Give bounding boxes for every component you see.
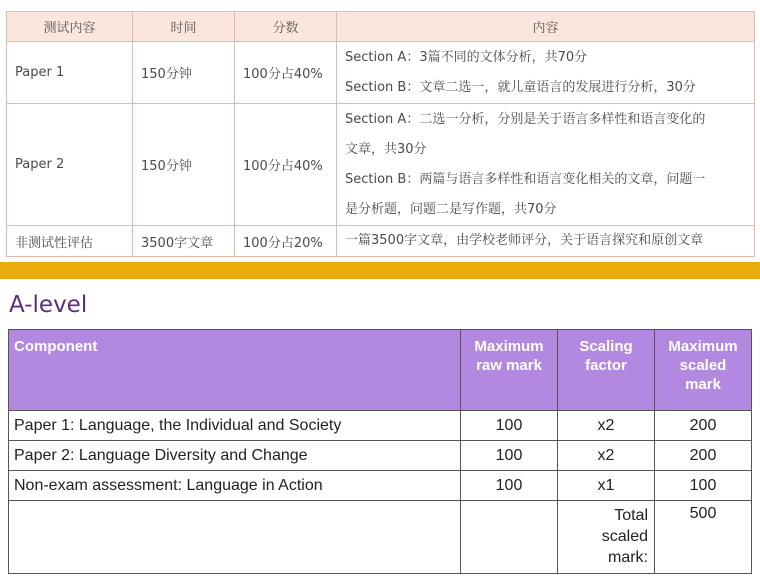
row-name: Paper 1 bbox=[7, 42, 133, 104]
table-header-row bbox=[9, 330, 752, 411]
total-label-line: mark: bbox=[608, 549, 648, 566]
header-line: Maximum bbox=[474, 338, 544, 355]
table-row bbox=[7, 104, 755, 226]
total-row bbox=[9, 501, 752, 574]
header-time: 时间 bbox=[133, 12, 235, 42]
section-title: A-level bbox=[9, 292, 88, 318]
table-row bbox=[7, 226, 755, 257]
table-row bbox=[9, 471, 752, 501]
total-value: 500 bbox=[655, 501, 752, 574]
header-test-content: 测试内容 bbox=[7, 12, 133, 42]
row-score: 100分占20% bbox=[235, 226, 337, 257]
header-line: Maximum bbox=[668, 338, 738, 355]
table-header-row bbox=[7, 12, 755, 42]
component-name: Non-exam assessment: Language in Action bbox=[9, 471, 461, 501]
empty-cell bbox=[9, 501, 461, 574]
row-time: 150分钟 bbox=[133, 104, 235, 226]
table-row bbox=[7, 42, 755, 104]
header-line: Scaling bbox=[579, 338, 633, 355]
header-score: 分数 bbox=[235, 12, 337, 42]
content-line: 文章，共30分 bbox=[345, 141, 427, 157]
alevel-marks-table bbox=[8, 329, 752, 574]
total-label-line: Total bbox=[614, 507, 648, 524]
row-score: 100分占40% bbox=[235, 104, 337, 226]
max-raw-mark: 100 bbox=[461, 441, 558, 471]
component-name: Paper 1: Language, the Individual and Society bbox=[9, 411, 461, 441]
row-name: 非测试性评估 bbox=[7, 226, 133, 257]
header-max-scaled-mark bbox=[655, 330, 752, 411]
row-content bbox=[337, 42, 755, 104]
header-line: mark bbox=[685, 376, 721, 393]
scaling-factor: x1 bbox=[558, 471, 655, 501]
scaling-factor: x2 bbox=[558, 441, 655, 471]
scaling-factor: x2 bbox=[558, 411, 655, 441]
max-scaled-mark: 100 bbox=[655, 471, 752, 501]
content-line: 一篇3500字文章，由学校老师评分，关于语言探究和原创文章 bbox=[345, 233, 704, 248]
header-content: 内容 bbox=[337, 12, 755, 42]
row-score: 100分占40% bbox=[235, 42, 337, 104]
total-label-line: scaled bbox=[601, 528, 648, 545]
header-scaling-factor bbox=[558, 330, 655, 411]
max-scaled-mark: 200 bbox=[655, 411, 752, 441]
header-max-raw-mark bbox=[461, 330, 558, 411]
header-line: scaled bbox=[679, 357, 727, 374]
table-row bbox=[9, 411, 752, 441]
row-name: Paper 2 bbox=[7, 104, 133, 226]
content-line: 是分析题，问题二是写作题，共70分 bbox=[345, 201, 557, 217]
row-time: 3500字文章 bbox=[133, 226, 235, 257]
empty-cell bbox=[461, 501, 558, 574]
component-name: Paper 2: Language Diversity and Change bbox=[9, 441, 461, 471]
max-scaled-mark: 200 bbox=[655, 441, 752, 471]
table-row bbox=[9, 441, 752, 471]
max-raw-mark: 100 bbox=[461, 471, 558, 501]
header-line: factor bbox=[585, 357, 627, 374]
exam-content-table bbox=[6, 11, 755, 257]
content-line: Section B：两篇与语言多样性和语言变化相关的文章，问题一 bbox=[345, 171, 706, 187]
header-component: Component bbox=[9, 330, 461, 411]
row-time: 150分钟 bbox=[133, 42, 235, 104]
row-content bbox=[337, 104, 755, 226]
row-content bbox=[337, 226, 755, 257]
total-label bbox=[558, 501, 655, 574]
section-divider-bar bbox=[0, 262, 760, 279]
max-raw-mark: 100 bbox=[461, 411, 558, 441]
content-line: Section A：二选一分析，分别是关于语言多样性和语言变化的 bbox=[345, 111, 706, 127]
content-line: Section A：3篇不同的文体分析，共70分 bbox=[345, 49, 588, 65]
header-line: raw mark bbox=[476, 357, 542, 374]
content-line: Section B：文章二选一，就儿童语言的发展进行分析，30分 bbox=[345, 79, 696, 95]
